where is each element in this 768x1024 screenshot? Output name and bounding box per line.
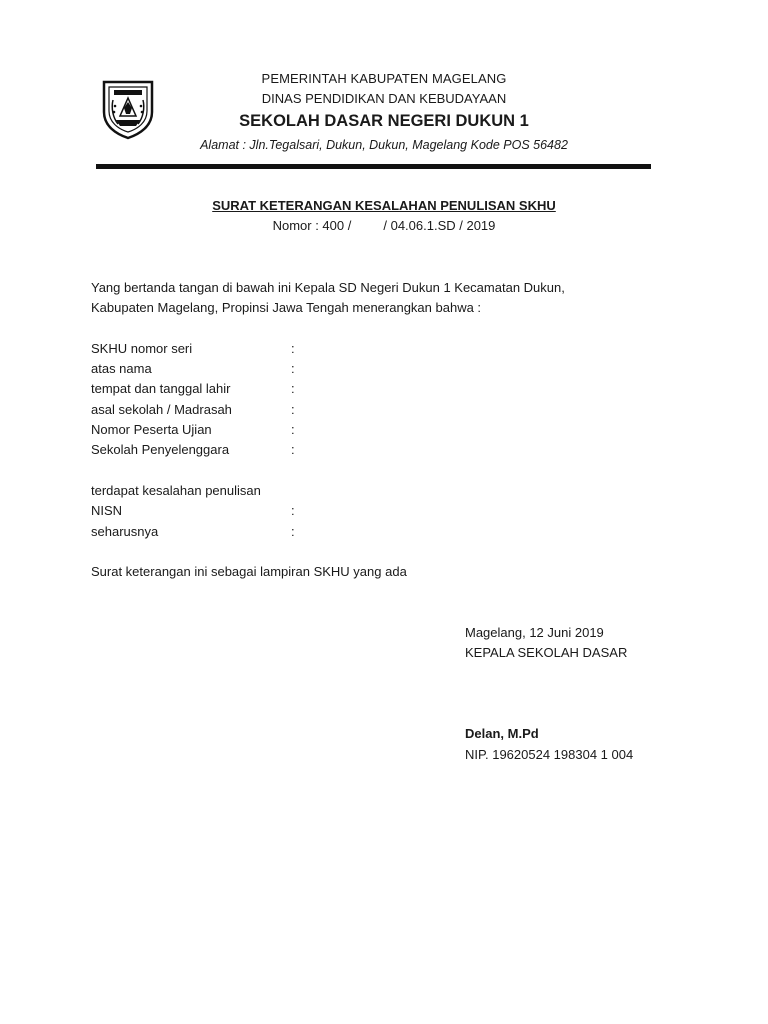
field-colon: :	[291, 381, 295, 396]
field-label-organizer-school: Sekolah Penyelenggara	[91, 442, 230, 457]
letter-title: SURAT KETERANGAN KESALAHAN PENULISAN SKHU	[212, 198, 556, 213]
letter-number-prefix: Nomor : 400 /	[272, 218, 352, 233]
header-department: DINAS PENDIDIKAN DAN KEBUDAYAAN	[261, 91, 507, 106]
closing-statement: Surat keterangan ini sebagai lampiran SKHU yang ada	[91, 564, 407, 579]
letter-number	[0, 218, 768, 233]
field-colon: :	[291, 361, 295, 376]
signature-name: Delan, M.Pd	[465, 726, 539, 741]
header-school-name: SEKOLAH DASAR NEGERI DUKUN 1	[239, 112, 529, 130]
error-heading: terdapat kesalahan penulisan	[91, 483, 261, 498]
field-label-nisn: NISN	[91, 503, 123, 518]
header-address: Alamat : Jln.Tegalsari, Dukun, Dukun, Magelang Kode POS 56482	[200, 138, 568, 152]
letterhead-divider	[96, 164, 651, 169]
field-label-name: atas nama	[91, 361, 152, 376]
intro-line-1: Yang bertanda tangan di bawah ini Kepala SD Negeri Dukun 1 Kecamatan Dukun,	[91, 280, 565, 295]
signature-position: KEPALA SEKOLAH DASAR	[465, 645, 628, 660]
field-label-origin-school: asal sekolah / Madrasah	[91, 402, 232, 417]
header-government: PEMERINTAH KABUPATEN MAGELANG	[261, 71, 507, 86]
field-colon: :	[291, 524, 295, 539]
field-colon: :	[291, 402, 295, 417]
field-colon: :	[291, 442, 295, 457]
field-colon: :	[291, 422, 295, 437]
field-label-birth: tempat dan tanggal lahir	[91, 381, 231, 396]
field-label-should-be: seharusnya	[91, 524, 159, 539]
field-colon: :	[291, 341, 295, 356]
signature-place-date: Magelang, 12 Juni 2019	[465, 625, 604, 640]
intro-line-2: Kabupaten Magelang, Propinsi Jawa Tengah menerangkan bahwa :	[91, 300, 482, 315]
signature-nip: NIP. 19620524 198304 1 004	[465, 747, 634, 762]
letter-number-suffix: / 04.06.1.SD / 2019	[383, 218, 496, 233]
field-label-skhu-serial: SKHU nomor seri	[91, 341, 193, 356]
field-label-exam-number: Nomor Peserta Ujian	[91, 422, 212, 437]
field-colon: :	[291, 503, 295, 518]
